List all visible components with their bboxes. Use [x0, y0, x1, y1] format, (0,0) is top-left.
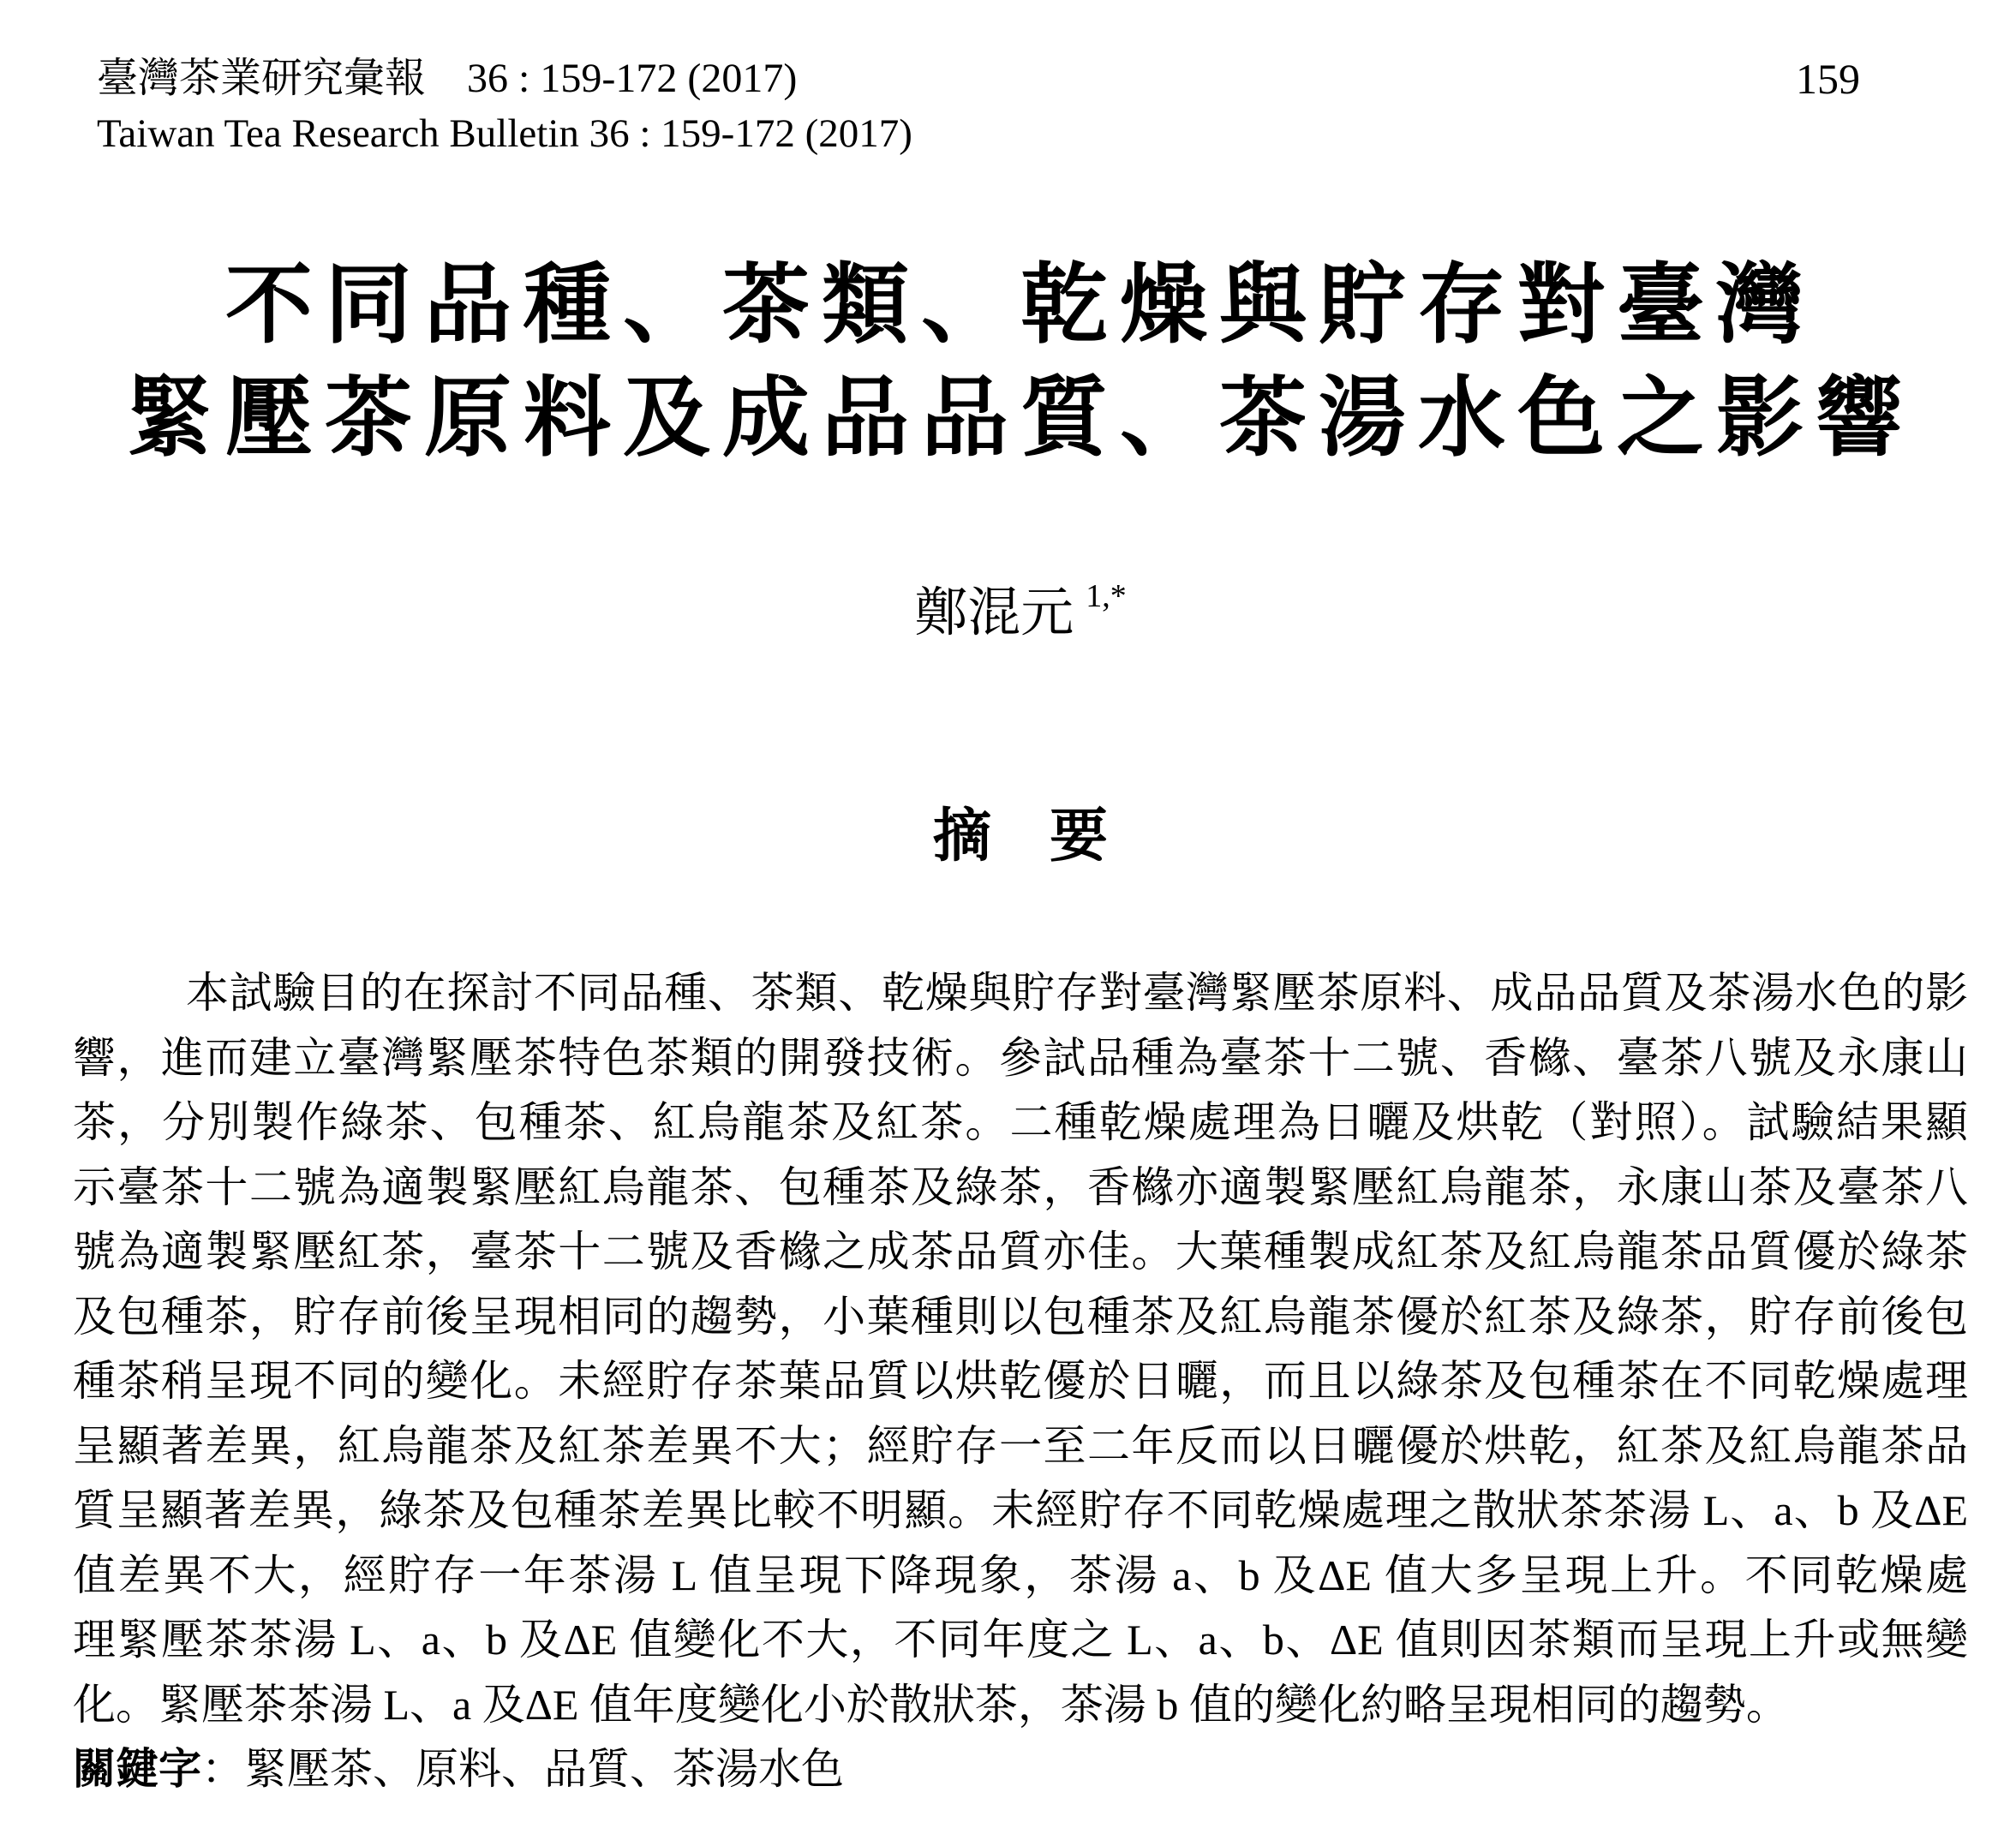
abstract-body — [73, 961, 1968, 1802]
page-number: 159 — [1796, 55, 1860, 103]
journal-name-zh: 臺灣茶業研究彙報 — [97, 56, 427, 101]
journal-name-en: Taiwan Tea Research Bulletin 36 : 159-172 (2017) — [97, 111, 912, 156]
paper-title-line-1: 不同品種、茶類、乾燥與貯存對臺灣 — [225, 258, 1816, 355]
keywords-colon: ： — [201, 1745, 244, 1793]
keywords-list: 緊壓茶、原料、品質、茶湯水色 — [244, 1745, 844, 1793]
abstract-heading: 摘 要 — [932, 804, 1108, 869]
abstract-line: 示臺茶十二號為適製緊壓紅烏龍茶、包種茶及綠茶，香櫞亦適製緊壓紅烏龍茶，永康山茶及臺茶八 — [73, 1162, 1968, 1211]
keywords-line — [73, 1737, 1968, 1802]
journal-issue-zh: 36 : 159-172 (2017) — [467, 56, 798, 101]
journal-header-zh-line — [97, 51, 912, 106]
abstract-line: 及包種茶，貯存前後呈現相同的趨勢，小葉種則以包種茶及紅烏龍茶優於紅茶及綠茶，貯存前後包 — [73, 1292, 1968, 1341]
keywords-label: 關鍵字 — [73, 1745, 201, 1793]
abstract-line: 響，進而建立臺灣緊壓茶特色茶類的開發技術。參試品種為臺茶十二號、香櫞、臺茶八號及永康山 — [73, 1033, 1968, 1082]
abstract-line: 理緊壓茶茶湯 L、a、b 及ΔE 值變化不大，不同年度之 L、a、b、ΔE 值則因茶類而呈現上升或無變 — [73, 1616, 1968, 1664]
paper-title — [73, 250, 1968, 476]
abstract-line: 號為適製緊壓紅茶，臺茶十二號及香櫞之成茶品質亦佳。大葉種製成紅茶及紅烏龍茶品質優於綠茶 — [73, 1228, 1968, 1275]
abstract-line: 質呈顯著差異，綠茶及包種茶差異比較不明顯。未經貯存不同乾燥處理之散狀茶茶湯 L、a、b 及ΔE — [73, 1486, 1968, 1534]
journal-header — [97, 51, 912, 161]
author-name: 鄭混元 — [914, 584, 1074, 642]
author-affiliation-mark: 1,* — [1086, 578, 1127, 614]
abstract-line: 茶，分別製作綠茶、包種茶、紅烏龍茶及紅茶。二種乾燥處理為日曬及烘乾（對照）。試驗結果顯 — [73, 1098, 1968, 1146]
abstract-line: 呈顯著差異，紅烏龍茶及紅茶差異不大；經貯存一至二年反而以日曬優於烘乾，紅茶及紅烏龍茶品 — [73, 1421, 1968, 1470]
abstract-line: 本試驗目的在探討不同品種、茶類、乾燥與貯存對臺灣緊壓茶原料、成品品質及茶湯水色的影 — [186, 969, 1968, 1017]
paper-title-line-2: 緊壓茶原料及成品品質、茶湯水色之影響 — [126, 371, 1915, 468]
abstract-line: 種茶稍呈現不同的變化。未經貯存茶葉品質以烘乾優於日曬，而且以綠茶及包種茶在不同乾燥處理 — [73, 1357, 1968, 1405]
abstract-line: 值差異不大，經貯存一年茶湯 L 值呈現下降現象，茶湯 a、b 及ΔE 值大多呈現上升。不同乾燥處 — [73, 1550, 1968, 1599]
abstract-line: 化。緊壓茶茶湯 L、a 及ΔE 值年度變化小於散狀茶，茶湯 b 值的變化約略呈現相同的趨勢。 — [73, 1680, 1789, 1729]
author-line — [73, 562, 1968, 648]
